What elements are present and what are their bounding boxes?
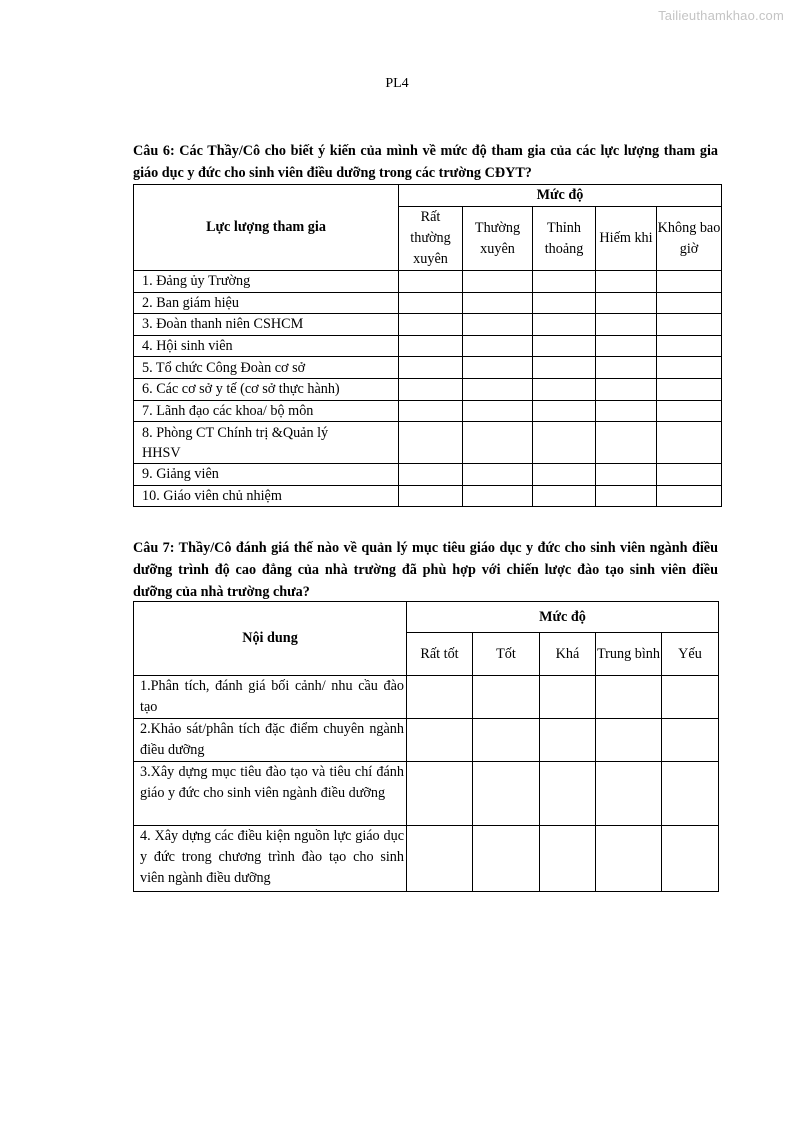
- answer-cell[interactable]: [657, 314, 722, 336]
- row-label: 2.Khảo sát/phân tích đặc điểm chuyên ngành điều dưỡng: [134, 719, 407, 762]
- answer-cell[interactable]: [473, 826, 540, 892]
- answer-cell[interactable]: [533, 292, 596, 314]
- answer-cell[interactable]: [533, 485, 596, 507]
- page-label: PL4: [385, 76, 409, 91]
- table-row: [134, 464, 722, 486]
- row-label: 3. Đoàn thanh niên CSHCM: [134, 314, 399, 336]
- table-row: [134, 676, 719, 719]
- row-label: 9. Giảng viên: [134, 464, 399, 486]
- answer-cell[interactable]: [662, 762, 719, 826]
- answer-cell[interactable]: [399, 314, 463, 336]
- answer-cell[interactable]: [596, 676, 662, 719]
- answer-cell[interactable]: [463, 271, 533, 293]
- answer-cell[interactable]: [463, 335, 533, 357]
- answer-cell[interactable]: [596, 485, 657, 507]
- table-row: [134, 422, 722, 464]
- answer-cell[interactable]: [596, 422, 657, 464]
- answer-cell[interactable]: [596, 271, 657, 293]
- question-6-title: Câu 6: Các Thầy/Cô cho biết ý kiến của mình về mức độ tham gia của các lực lượng tham gia giáo dục y đức cho sinh viên điều dưỡng trong các trường CĐYT?: [133, 143, 718, 181]
- answer-cell[interactable]: [540, 762, 596, 826]
- level-header: Rất tốt: [407, 633, 473, 676]
- answer-cell[interactable]: [540, 719, 596, 762]
- row-header: Nội dung: [134, 602, 407, 676]
- table-row: [134, 335, 722, 357]
- level-header: Hiếm khi: [596, 207, 657, 271]
- question-7-table: [133, 601, 719, 892]
- level-header: Thường xuyên: [463, 207, 533, 271]
- answer-cell[interactable]: [533, 464, 596, 486]
- level-header: Không bao giờ: [657, 207, 722, 271]
- answer-cell[interactable]: [407, 676, 473, 719]
- level-header: Khá: [540, 633, 596, 676]
- table-row: [134, 762, 719, 826]
- watermark: Tailieuthamkhao.com: [658, 8, 784, 23]
- answer-cell[interactable]: [596, 378, 657, 400]
- answer-cell[interactable]: [399, 335, 463, 357]
- answer-cell[interactable]: [463, 422, 533, 464]
- answer-cell[interactable]: [473, 676, 540, 719]
- answer-cell[interactable]: [657, 422, 722, 464]
- row-label: 8. Phòng CT Chính trị &Quản lý HHSV: [134, 422, 399, 464]
- table-row: [134, 719, 719, 762]
- table-row: [134, 292, 722, 314]
- answer-cell[interactable]: [463, 464, 533, 486]
- answer-cell[interactable]: [596, 335, 657, 357]
- group-header: Mức độ: [399, 185, 722, 207]
- question-7-title: Câu 7: Thầy/Cô đánh giá thế nào về quản lý mục tiêu giáo dục y đức cho sinh viên ngành điều dưỡng trình độ cao đẳng của nhà trường đã phù hợp với chiến lược đào tạo sinh viên điều dưỡng của nhà trường chưa?: [133, 540, 718, 600]
- answer-cell[interactable]: [662, 676, 719, 719]
- answer-cell[interactable]: [407, 719, 473, 762]
- answer-cell[interactable]: [473, 762, 540, 826]
- row-label: 10. Giáo viên chủ nhiệm: [134, 485, 399, 507]
- row-label: 1. Đảng ủy Trường: [134, 271, 399, 293]
- table-row: [134, 826, 719, 892]
- answer-cell[interactable]: [399, 464, 463, 486]
- answer-cell[interactable]: [657, 335, 722, 357]
- answer-cell[interactable]: [657, 400, 722, 422]
- answer-cell[interactable]: [657, 271, 722, 293]
- group-header: Mức độ: [407, 602, 719, 633]
- answer-cell[interactable]: [540, 826, 596, 892]
- answer-cell[interactable]: [463, 292, 533, 314]
- answer-cell[interactable]: [533, 422, 596, 464]
- answer-cell[interactable]: [657, 292, 722, 314]
- answer-cell[interactable]: [407, 826, 473, 892]
- table-row: [134, 400, 722, 422]
- row-header: Lực lượng tham gia: [134, 185, 399, 271]
- row-label: 3.Xây dựng mục tiêu đào tạo và tiêu chí đánh giáo y đức cho sinh viên ngành điều dưỡng: [134, 762, 407, 826]
- table-row: [134, 271, 722, 293]
- answer-cell[interactable]: [533, 271, 596, 293]
- answer-cell[interactable]: [657, 485, 722, 507]
- answer-cell[interactable]: [399, 400, 463, 422]
- answer-cell[interactable]: [662, 826, 719, 892]
- answer-cell[interactable]: [533, 335, 596, 357]
- answer-cell[interactable]: [463, 314, 533, 336]
- answer-cell[interactable]: [463, 400, 533, 422]
- answer-cell[interactable]: [657, 357, 722, 379]
- answer-cell[interactable]: [399, 378, 463, 400]
- table-row: [134, 357, 722, 379]
- answer-cell[interactable]: [473, 719, 540, 762]
- answer-cell[interactable]: [662, 719, 719, 762]
- answer-cell[interactable]: [463, 485, 533, 507]
- answer-cell[interactable]: [533, 357, 596, 379]
- table-row: [134, 314, 722, 336]
- level-header: Tốt: [473, 633, 540, 676]
- answer-cell[interactable]: [533, 400, 596, 422]
- answer-cell[interactable]: [596, 826, 662, 892]
- answer-cell[interactable]: [407, 762, 473, 826]
- answer-cell[interactable]: [596, 719, 662, 762]
- answer-cell[interactable]: [399, 271, 463, 293]
- row-label: 5. Tổ chức Công Đoàn cơ sở: [134, 357, 399, 379]
- row-label: 1.Phân tích, đánh giá bối cảnh/ nhu cầu đào tạo: [134, 676, 407, 719]
- answer-cell[interactable]: [463, 378, 533, 400]
- answer-cell[interactable]: [596, 292, 657, 314]
- row-label: 6. Các cơ sở y tế (cơ sở thực hành): [134, 378, 399, 400]
- level-header: Trung bình: [596, 633, 662, 676]
- answer-cell[interactable]: [399, 357, 463, 379]
- answer-cell[interactable]: [596, 464, 657, 486]
- answer-cell[interactable]: [657, 464, 722, 486]
- level-header: Yếu: [662, 633, 719, 676]
- answer-cell[interactable]: [596, 314, 657, 336]
- answer-cell[interactable]: [596, 762, 662, 826]
- table-row: [134, 485, 722, 507]
- level-header: Rất thường xuyên: [399, 207, 463, 271]
- level-header: Thỉnh thoảng: [533, 207, 596, 271]
- answer-cell[interactable]: [463, 357, 533, 379]
- row-label: 2. Ban giám hiệu: [134, 292, 399, 314]
- answer-cell[interactable]: [596, 357, 657, 379]
- question-6-table: [133, 184, 722, 507]
- answer-cell[interactable]: [540, 676, 596, 719]
- row-label: 4. Hội sinh viên: [134, 335, 399, 357]
- row-label: 7. Lãnh đạo các khoa/ bộ môn: [134, 400, 399, 422]
- answer-cell[interactable]: [533, 378, 596, 400]
- answer-cell[interactable]: [657, 378, 722, 400]
- answer-cell[interactable]: [533, 314, 596, 336]
- table-row: [134, 378, 722, 400]
- answer-cell[interactable]: [399, 292, 463, 314]
- answer-cell[interactable]: [399, 485, 463, 507]
- answer-cell[interactable]: [596, 400, 657, 422]
- answer-cell[interactable]: [399, 422, 463, 464]
- row-label: 4. Xây dựng các điều kiện nguồn lực giáo dục y đức trong chương trình đào tạo cho sinh viên ngành điều dưỡng: [134, 826, 407, 892]
